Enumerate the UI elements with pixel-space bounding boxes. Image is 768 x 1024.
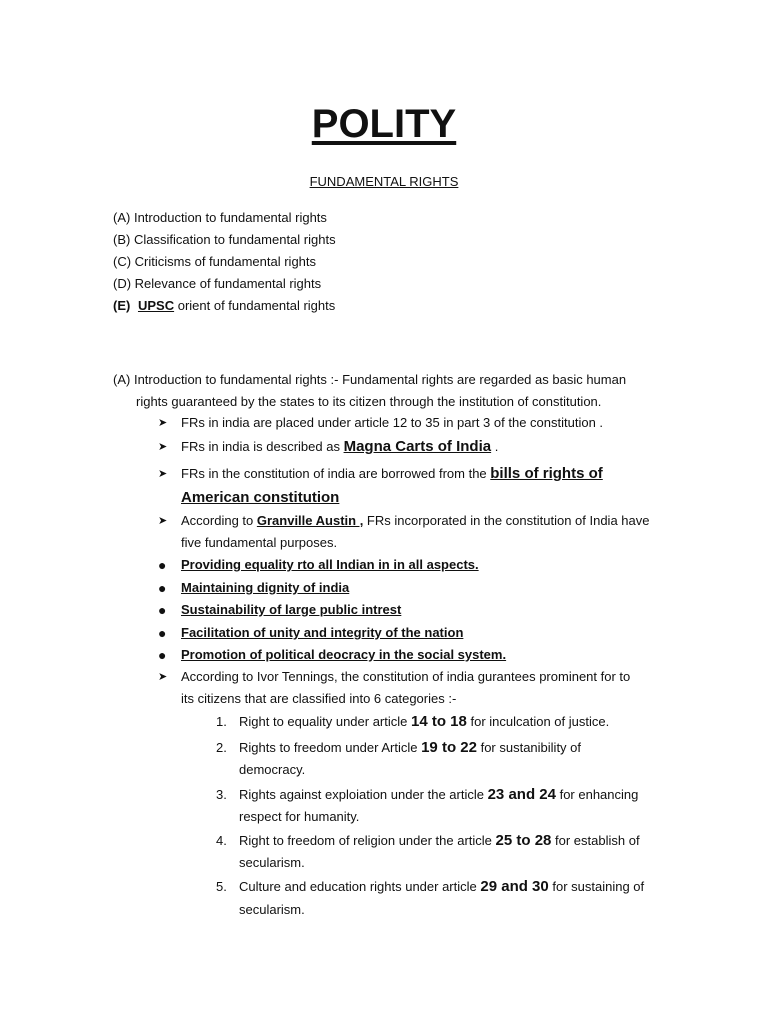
toc-label: (D) (113, 276, 132, 291)
page-title: POLITY (311, 102, 457, 146)
category-text: for establish of (551, 833, 640, 848)
round-bullet-icon: ● (158, 580, 167, 596)
toc-text: Criticisms of fundamental rights (134, 254, 317, 269)
category-item (239, 876, 644, 898)
round-bullet-icon: ● (158, 602, 167, 618)
purpose-item: Sustainability of large public intrest (181, 602, 402, 617)
point-text: FRs in india is described as (181, 439, 344, 454)
toc-label: (E) (113, 298, 131, 313)
toc-highlight: UPSC (137, 298, 175, 313)
category-number: 1. (216, 714, 227, 729)
toc-text: Relevance of fundamental rights (134, 276, 322, 291)
category-text: for sustanibility of (476, 740, 582, 755)
article-range: 29 and 30 (480, 878, 549, 895)
ivor-line-2: its citizens that are classified into 6 categories :- (181, 691, 457, 706)
article-range: 14 to 18 (410, 713, 467, 730)
category-item (239, 830, 640, 852)
point-4-line-2: five fundamental purposes. (181, 535, 338, 550)
point-emphasis: bills of rights of (490, 465, 603, 482)
point-3 (181, 463, 603, 485)
toc-item (113, 251, 316, 273)
toc-item (113, 295, 335, 317)
point-4 (181, 510, 649, 532)
category-number: 5. (216, 879, 227, 894)
purpose-item: Promotion of political deocracy in the social system. (181, 647, 507, 662)
article-range: 19 to 22 (421, 739, 477, 756)
category-item-line-2: respect for humanity. (239, 809, 360, 824)
point-1: FRs in india are placed under article 12 to 35 in part 3 of the constitution . (181, 415, 604, 430)
toc-text: Classification to fundamental rights (133, 232, 336, 247)
category-number: 2. (216, 740, 227, 755)
arrow-bullet-icon: ➤ (158, 417, 168, 429)
category-item (239, 737, 581, 759)
category-text: Right to equality under article (239, 714, 411, 729)
arrow-bullet-icon: ➤ (158, 441, 168, 453)
purpose-item: Providing equality rto all Indian in in all aspects. (181, 557, 479, 572)
category-text: Culture and education rights under article (239, 879, 481, 894)
purpose-item: Facilitation of unity and integrity of the nation (181, 625, 464, 640)
toc-label: (A) (113, 210, 131, 225)
toc-item (113, 273, 321, 295)
category-text: for inculcation of justice. (466, 714, 610, 729)
purpose-item: Maintaining dignity of india (181, 580, 350, 595)
arrow-bullet-icon: ➤ (158, 468, 168, 480)
category-item (239, 711, 609, 733)
point-text: According to (181, 513, 257, 528)
arrow-bullet-icon: ➤ (158, 671, 168, 683)
category-text: for enhancing (555, 787, 639, 802)
toc-item (113, 229, 336, 251)
point-emphasis: Granville Austin , (256, 513, 364, 528)
category-text: Right to freedom of religion under the article (239, 833, 496, 848)
round-bullet-icon: ● (158, 625, 167, 641)
point-3-line-2: American constitution (181, 489, 340, 506)
toc-label: (B) (113, 232, 131, 247)
category-number: 4. (216, 833, 227, 848)
section-heading: FUNDAMENTAL RIGHTS (309, 174, 459, 189)
intro-line-2: rights guaranteed by the states to its citizen through the institution of constitution. (136, 394, 602, 409)
toc-item (113, 207, 327, 229)
category-text: for sustaining of (548, 879, 645, 894)
category-text: Rights to freedom under Article (239, 740, 422, 755)
round-bullet-icon: ● (158, 647, 167, 663)
point-2 (181, 436, 498, 458)
point-text: . (491, 439, 499, 454)
intro-text: Introduction to fundamental rights :- Fundamental rights are regarded as basic human (133, 372, 627, 387)
toc-text: orient of fundamental rights (177, 298, 336, 313)
category-text: Rights against exploiation under the article (239, 787, 488, 802)
category-number: 3. (216, 787, 227, 802)
category-item (239, 784, 638, 806)
point-emphasis: Magna Carts of India (343, 438, 492, 455)
category-item-line-2: secularism. (239, 902, 305, 917)
ivor-line: According to Ivor Tennings, the constitution of india gurantees prominent for to (181, 669, 631, 684)
category-item-line-2: secularism. (239, 855, 305, 870)
point-text: FRs in the constitution of india are borrowed from the (181, 466, 491, 481)
round-bullet-icon: ● (158, 557, 167, 573)
intro-label: (A) (113, 372, 131, 387)
article-range: 25 to 28 (495, 832, 552, 849)
category-item-line-2: democracy. (239, 762, 306, 777)
toc-text: Introduction to fundamental rights (133, 210, 327, 225)
article-range: 23 and 24 (487, 786, 556, 803)
intro-line (113, 369, 626, 391)
toc-label: (C) (113, 254, 132, 269)
point-text: FRs incorporated in the constitution of India have (363, 513, 650, 528)
arrow-bullet-icon: ➤ (158, 515, 168, 527)
